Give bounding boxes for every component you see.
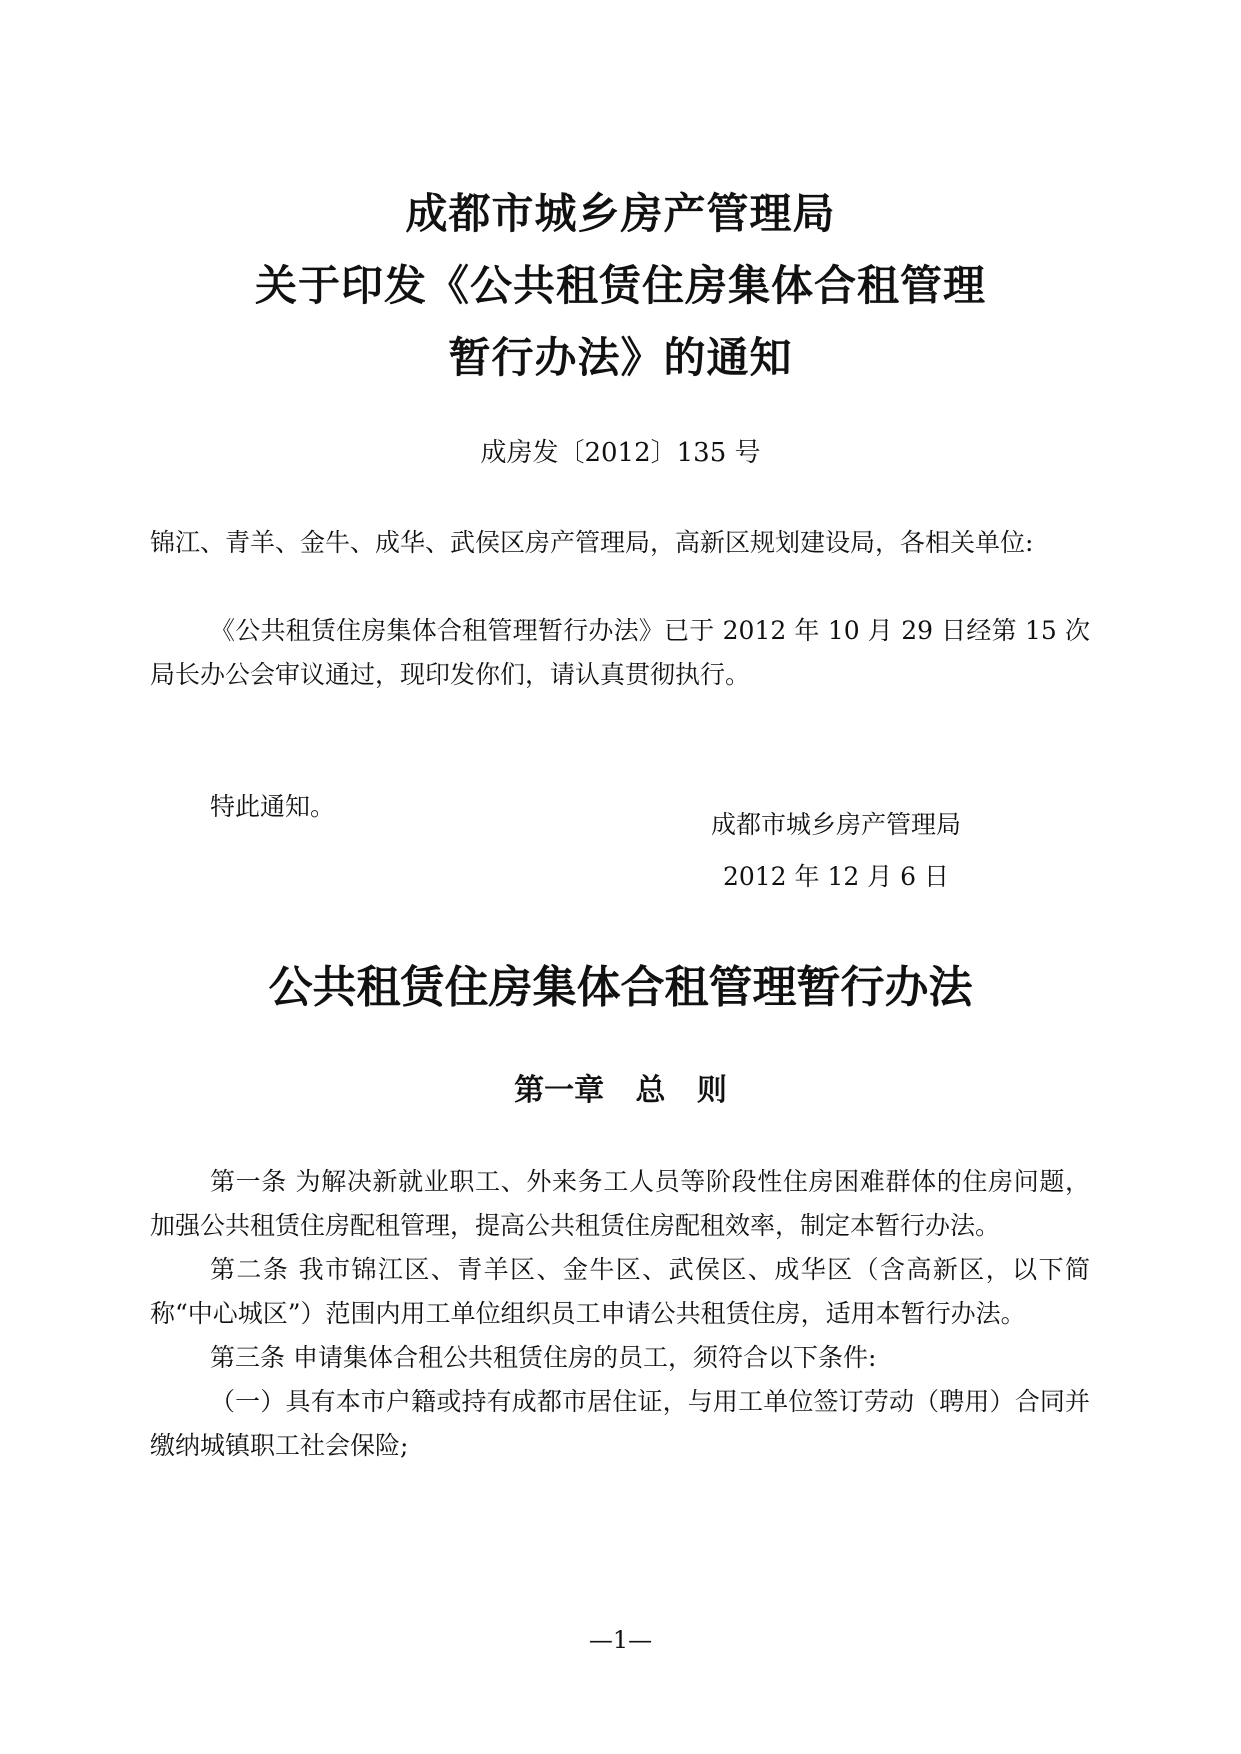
article-paragraph: 第二条 我市锦江区、青羊区、金牛区、武侯区、成华区（含高新区，以下简称“中心城区”）范围内用工单位组织员工申请公共租赁住房，适用本暂行办法。 — [150, 1255, 1090, 1328]
document-number: 成房发〔2012〕135 号 — [480, 438, 761, 468]
page-number: —1— — [588, 1626, 653, 1654]
notice-paragraph: 《公共租赁住房集体合租管理暂行办法》已于 2012 年 10 月 29 日经第 15 次局长办公会审议通过，现印发你们，请认真贯彻执行。 — [150, 616, 1090, 689]
articles-section — [150, 1160, 1090, 1468]
article-paragraph: 第三条 申请集体合租公共租赁住房的员工，须符合以下条件: — [210, 1343, 877, 1372]
title-line-2: 关于印发《公共租赁住房集体合租管理 — [254, 261, 986, 310]
article-paragraph: 第一条 为解决新就业职工、外来务工人员等阶段性住房困难群体的住房问题，加强公共租赁住房配租管理，提高公共租赁住房配租效率，制定本暂行办法。 — [150, 1167, 1090, 1240]
closing-text: 特此通知。 — [210, 792, 336, 821]
recipients: 锦江、青羊、金牛、成华、武侯区房产管理局，高新区规划建设局，各相关单位: — [150, 528, 1034, 557]
title-line-3: 暂行办法》的通知 — [448, 333, 793, 382]
notice-title — [0, 178, 1241, 394]
regulation-title: 公共租赁住房集体合租管理暂行办法 — [268, 962, 973, 1013]
chapter-heading: 第一章 总 则 — [514, 1073, 727, 1108]
issue-date: 2012 年 12 月 6 日 — [722, 862, 950, 891]
title-line-1: 成都市城乡房产管理局 — [405, 189, 836, 238]
issuer-name: 成都市城乡房产管理局 — [710, 810, 961, 839]
article-paragraph: （一）具有本市户籍或持有成都市居住证，与用工单位签订劳动（聘用）合同并缴纳城镇职工社会保险; — [150, 1387, 1090, 1460]
signature-block — [671, 799, 1001, 903]
